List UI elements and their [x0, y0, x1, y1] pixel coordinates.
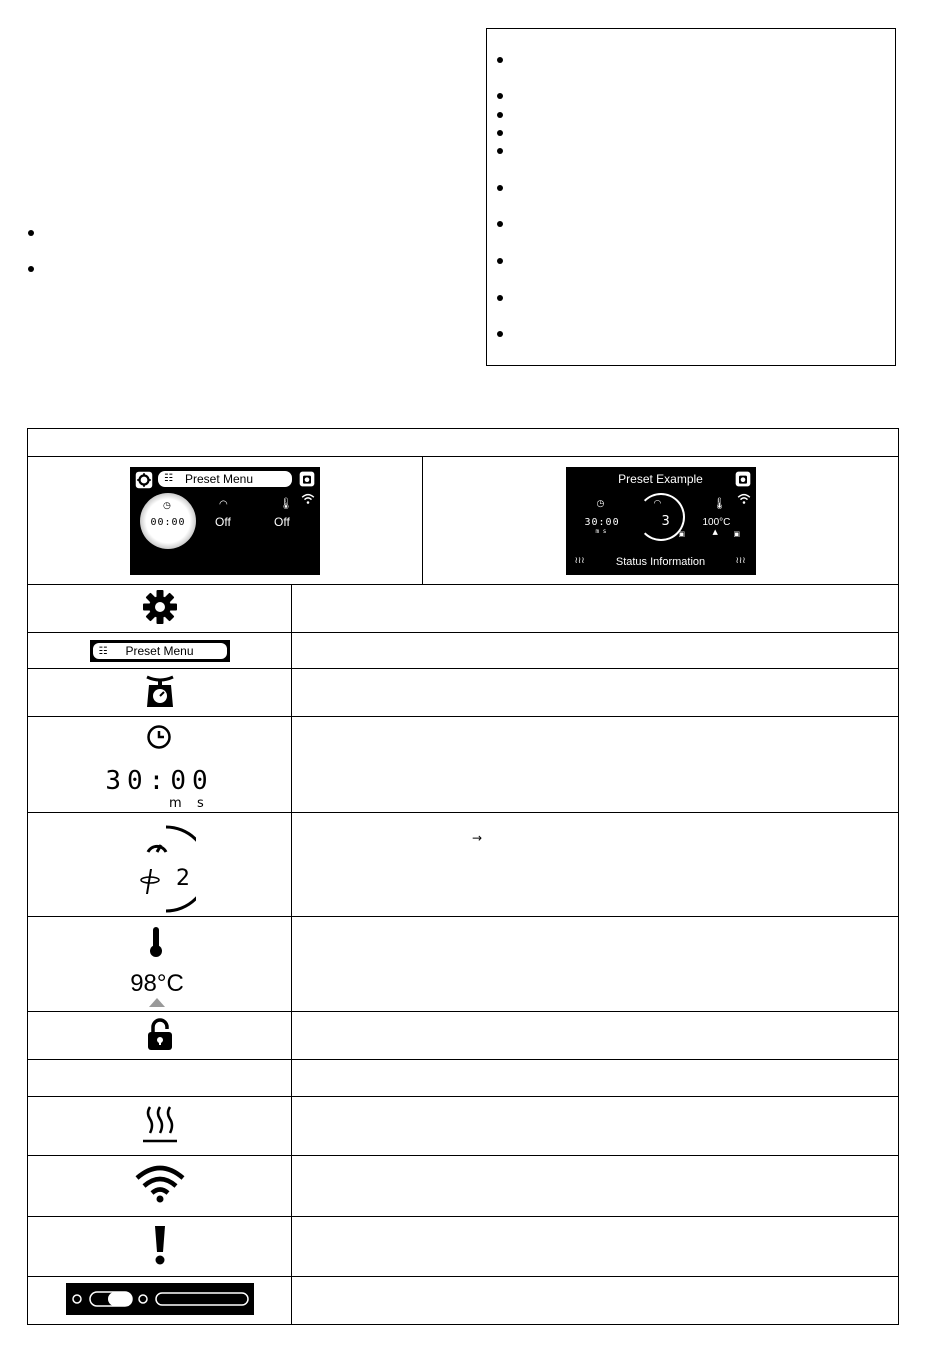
lock-icon: ▣	[678, 529, 686, 538]
description-cell	[292, 1277, 899, 1325]
preset-menu-pill	[90, 640, 230, 662]
wifi-icon	[737, 493, 751, 505]
lock-icon	[145, 1016, 175, 1052]
screen-example-home	[28, 457, 423, 585]
heating-icon: ≀≀≀	[574, 555, 585, 566]
list-icon: ☷	[98, 645, 108, 657]
temp-value: 98°C	[130, 969, 184, 997]
icon-cell	[28, 1060, 292, 1097]
exclamation-icon	[152, 1224, 168, 1266]
wifi-icon	[134, 1164, 186, 1204]
display-preset-screen	[566, 467, 756, 575]
icon-cell	[28, 813, 292, 917]
gear-icon	[142, 589, 178, 625]
icon-cell	[28, 585, 292, 633]
speed-value: Off	[215, 514, 231, 529]
temp-value: 100°C	[702, 516, 731, 528]
bullet	[28, 230, 34, 236]
description-cell	[292, 813, 899, 917]
preset-title: Preset Example	[618, 471, 703, 486]
description-cell	[292, 1097, 899, 1156]
description-cell	[292, 917, 899, 1012]
scale-icon	[299, 471, 315, 487]
clock-icon	[146, 724, 172, 750]
icon-cell	[28, 1097, 292, 1156]
thermometer-icon: 🌡︎	[712, 496, 727, 510]
icon-cell	[28, 1277, 292, 1325]
icon-cell	[28, 917, 292, 1012]
bullet	[497, 185, 503, 191]
description-cell	[292, 1156, 899, 1217]
bullet	[497, 221, 503, 227]
table-header-row	[28, 429, 899, 457]
speed-value: 3	[661, 513, 670, 529]
display-home-screen	[130, 467, 320, 575]
temp-arrow-icon	[149, 998, 165, 1007]
clock-icon: ◷	[163, 500, 171, 511]
description-cell	[292, 1012, 899, 1060]
speed-icon: ◠	[653, 498, 662, 509]
description-cell	[292, 669, 899, 717]
icon-cell	[28, 669, 292, 717]
timer-value: 00:00	[150, 516, 186, 528]
preset-menu-button[interactable]	[158, 471, 292, 487]
bullet	[497, 295, 503, 301]
info-box	[486, 28, 896, 366]
bullet	[497, 93, 503, 99]
clock-icon: ◷	[596, 498, 605, 509]
screen-example-preset	[423, 457, 899, 585]
description-cell	[292, 1060, 899, 1097]
heating-icon: ≀≀≀	[735, 555, 746, 566]
speed-value: 2	[176, 865, 190, 891]
status-information: Status Information	[615, 555, 706, 568]
temp-arrow-icon: ▲	[712, 527, 718, 536]
bullet	[497, 57, 503, 63]
bullet	[497, 331, 503, 337]
thermometer-icon	[149, 926, 163, 958]
description-cell	[292, 633, 899, 669]
thermometer-icon: 🌡︎	[279, 496, 293, 510]
time-unit-seconds: s	[197, 795, 204, 811]
display-icons-table	[27, 428, 899, 585]
arrow-glyph: →	[472, 831, 483, 845]
timer-units: m s	[595, 527, 607, 535]
scale-icon	[142, 671, 178, 711]
bullet	[497, 112, 503, 118]
preset-menu-label: Preset Menu	[125, 644, 194, 659]
lock-icon: ▣	[733, 529, 741, 538]
wifi-icon	[301, 493, 315, 505]
icon-cell	[28, 717, 292, 813]
time-value: 30:00	[105, 765, 214, 796]
description-cell	[292, 717, 899, 813]
icon-cell	[28, 1217, 292, 1277]
heating-icon	[140, 1101, 180, 1147]
icon-cell	[28, 1156, 292, 1217]
timer-knob[interactable]	[140, 493, 196, 549]
gear-icon	[135, 471, 153, 489]
preset-menu-label: Preset Menu	[184, 471, 254, 486]
speed-icon: ◠	[219, 498, 228, 510]
time-unit-minutes: m	[169, 795, 182, 811]
scale-icon	[735, 471, 751, 487]
icon-cell	[28, 633, 292, 669]
bullet	[497, 258, 503, 264]
list-icon: ☷	[164, 473, 173, 484]
timer-value: 30:00	[584, 516, 620, 528]
bullet	[28, 266, 34, 272]
icon-cell	[28, 1012, 292, 1060]
bullet	[497, 148, 503, 154]
temp-value: Off	[274, 514, 290, 529]
description-cell	[292, 585, 899, 633]
description-cell	[292, 1217, 899, 1277]
icon-legend-table	[27, 584, 899, 1325]
progress-bar-icon	[66, 1283, 254, 1315]
bullet	[497, 130, 503, 136]
